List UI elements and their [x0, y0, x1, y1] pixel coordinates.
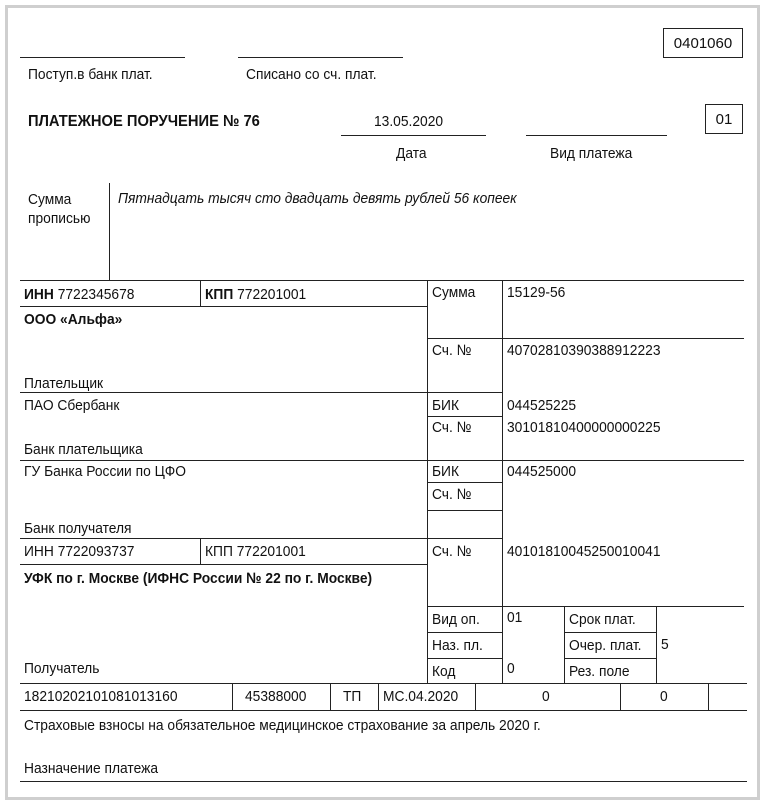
tax-basis: ТП [343, 688, 362, 705]
date-line [341, 135, 486, 136]
amount-words-label-2: прописью [28, 210, 91, 227]
amount-words-divider [109, 183, 110, 280]
amount: 15129-56 [507, 284, 566, 301]
recipient-bank-bottom-line [20, 538, 503, 539]
recipient-inn-label: ИНН [24, 543, 54, 560]
debited-label: Списано со сч. плат. [246, 66, 377, 83]
amount-words: Пятнадцать тысяч сто двадцать девять рублей 56 копеек [118, 190, 517, 207]
tax-top-line [20, 683, 747, 684]
recipient-account: 40101810045250010041 [507, 543, 661, 560]
bik-line-1 [427, 416, 503, 417]
status-code: 01 [715, 110, 733, 128]
tax-col-4 [475, 683, 476, 710]
payer-inn-line [20, 306, 427, 307]
payer-inn: 7722345678 [57, 286, 135, 303]
payer-corr-label: Сч. № [432, 419, 472, 436]
recipient-inn-kpp-divider [200, 538, 201, 564]
payer-inn-label: ИНН [24, 286, 54, 303]
purpose-code-line-b [564, 632, 656, 633]
grid-top-line [20, 280, 744, 281]
tax-doc-number: 0 [542, 688, 550, 705]
tax-bottom-line [20, 710, 747, 711]
form-code-box [663, 28, 743, 58]
recipient-inn: 7722093737 [57, 543, 135, 560]
received-line [20, 57, 185, 58]
payer-bik: 044525225 [507, 397, 577, 414]
grid-col-564 [564, 606, 565, 683]
tax-oktmo: 45388000 [245, 688, 307, 705]
tax-doc-date: 0 [660, 688, 668, 705]
code-value: 0 [507, 660, 515, 677]
debited-line [238, 57, 403, 58]
recipient-inn-line [20, 564, 427, 565]
purpose-code-line-a [427, 632, 503, 633]
code-line-b [564, 658, 656, 659]
payer-bank: ПАО Сбербанк [24, 397, 120, 414]
payment-type-line [526, 135, 667, 136]
tax-col-2 [330, 683, 331, 710]
received-label: Поступ.в банк плат. [28, 66, 153, 83]
tax-col-5 [620, 683, 621, 710]
amount-words-label-1: Сумма [28, 191, 72, 208]
purpose-bottom-line [20, 781, 747, 782]
tax-col-3 [378, 683, 379, 710]
payment-purpose-label: Назначение платежа [24, 760, 159, 777]
op-type-line [427, 606, 744, 607]
form-code: 0401060 [673, 34, 733, 52]
date-label: Дата [396, 145, 427, 162]
document-title: ПЛАТЕЖНОЕ ПОРУЧЕНИЕ № 76 [28, 113, 260, 130]
corr-line-2 [427, 510, 503, 511]
tax-period: МС.04.2020 [383, 688, 459, 705]
recipient-bank-label: Банк получателя [24, 520, 132, 537]
recipient-kpp-label: КПП [205, 543, 233, 560]
payment-type-label: Вид платежа [550, 145, 633, 162]
date-value: 13.05.2020 [374, 113, 444, 130]
bik-line-2 [427, 482, 503, 483]
recipient-role-label: Получатель [24, 660, 100, 677]
payer-account: 40702810390388912223 [507, 342, 661, 359]
payer-kpp-label: КПП [205, 286, 234, 303]
due-date-label: Срок плат. [569, 611, 636, 628]
payer-bik-label: БИК [432, 397, 460, 414]
recipient-account-label: Сч. № [432, 543, 472, 560]
status-code-box [705, 104, 743, 134]
payer-inn-kpp-divider [200, 280, 201, 306]
recipient-bank-line [20, 460, 744, 461]
account-line [427, 338, 744, 339]
reserve-label: Рез. поле [569, 663, 630, 680]
purpose-code-label: Наз. пл. [432, 637, 483, 654]
payer-corr-account: 30101810400000000225 [507, 419, 661, 436]
payer-role-label: Плательщик [24, 375, 104, 392]
payment-purpose: Страховые взносы на обязательное медицинское страхование за апрель 2020 г. [24, 717, 541, 734]
recipient-corr-label: Сч. № [432, 486, 472, 503]
tax-col-1 [232, 683, 233, 710]
code-label: Код [432, 663, 456, 680]
payer-bank-label: Банк плательщика [24, 441, 143, 458]
recipient-bik: 044525000 [507, 463, 577, 480]
op-type-label: Вид оп. [432, 611, 480, 628]
tax-col-6 [708, 683, 709, 710]
priority-label: Очер. плат. [569, 637, 642, 654]
code-line-a [427, 658, 503, 659]
recipient-name: УФК по г. Москве (ИФНС России № 22 по г. Москве) [24, 570, 373, 587]
recipient-kpp: 772201001 [236, 543, 306, 560]
op-type-value: 01 [507, 609, 523, 626]
payer-name: ООО «Альфа» [24, 311, 123, 328]
tax-kbk: 18210202101081013160 [24, 688, 178, 705]
recipient-bank: ГУ Банка России по ЦФО [24, 463, 187, 480]
payer-account-label: Сч. № [432, 342, 472, 359]
recipient-bik-label: БИК [432, 463, 460, 480]
priority-value: 5 [661, 636, 669, 653]
payer-kpp: 772201001 [237, 286, 307, 303]
sum-label: Сумма [432, 284, 476, 301]
grid-col-656 [656, 606, 657, 683]
